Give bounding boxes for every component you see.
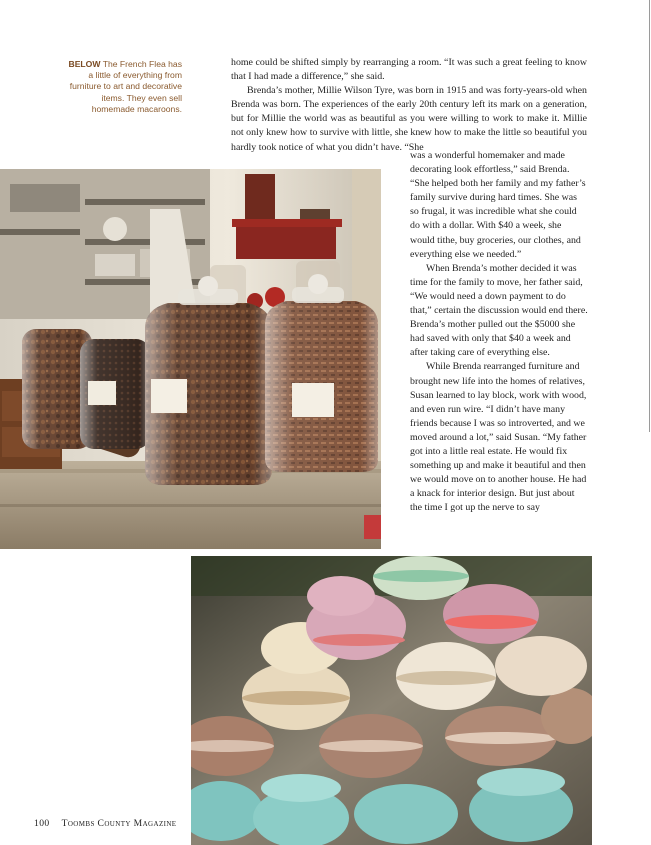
spice-jars-photo <box>0 169 381 549</box>
article-paragraph: While Brenda rearranged furniture and brought new life into the homes of relatives, Susan learned to lay block, work with wood, and even run wire. “I didn’t have many friends because I was so introverted, and we moved around a lot,” said Susan. “My father got into a little real estate. He would fix something up and make it beautiful and then we would move on to another house. He had a knack for interior design. But just about the time I got up the nerve to say <box>410 361 587 514</box>
article-text-right-column <box>410 149 588 515</box>
page-edge-rule <box>649 0 650 432</box>
article-paragraph: When Brenda’s mother decided it was time for the family to move, her father said, “We would need a down payment to do that,” certain the discussion would end there. Brenda’s mother pulled out the $5000 she had saved with only that $40 a week and after taking care of everything else. <box>410 262 588 359</box>
caption-text: The French Flea has a little of everything from furniture to art and decorative items. They even sell homemade macaroons. <box>69 59 182 114</box>
page-number: 100 <box>34 818 50 829</box>
macarons-photo <box>191 556 592 845</box>
caption-lead: BELOW <box>68 59 101 69</box>
article-text-top <box>231 56 587 155</box>
article-paragraph: Brenda’s mother, Millie Wilson Tyre, was born in 1915 and was forty-years-old when Brenda was born. The experiences of the early 20th century left its mark on a generation, but for Millie the world was as beautiful as you were willing to work to make it. Millie not only knew how to survive with little, she knew how to make the little so beautiful you hardly took notice of what you didn’t have. “She <box>231 85 587 153</box>
article-paragraph: home could be shifted simply by rearranging a room. “It was such a great feeling to know that I had made a difference,” she said. <box>231 57 587 83</box>
photo-caption <box>64 59 182 115</box>
article-paragraph: was a wonderful homemaker and made decorating look effortless,” said Brenda. “She helped both her family and my father’s family survive during hard times. She was so frugal, it was incredible what she could do with a dollar. With $40 a week, she would tithe, buy groceries, our clothes, and everything else we needed.” <box>410 150 586 260</box>
magazine-name: Toombs County Magazine <box>61 818 177 829</box>
page-footer <box>34 818 176 829</box>
